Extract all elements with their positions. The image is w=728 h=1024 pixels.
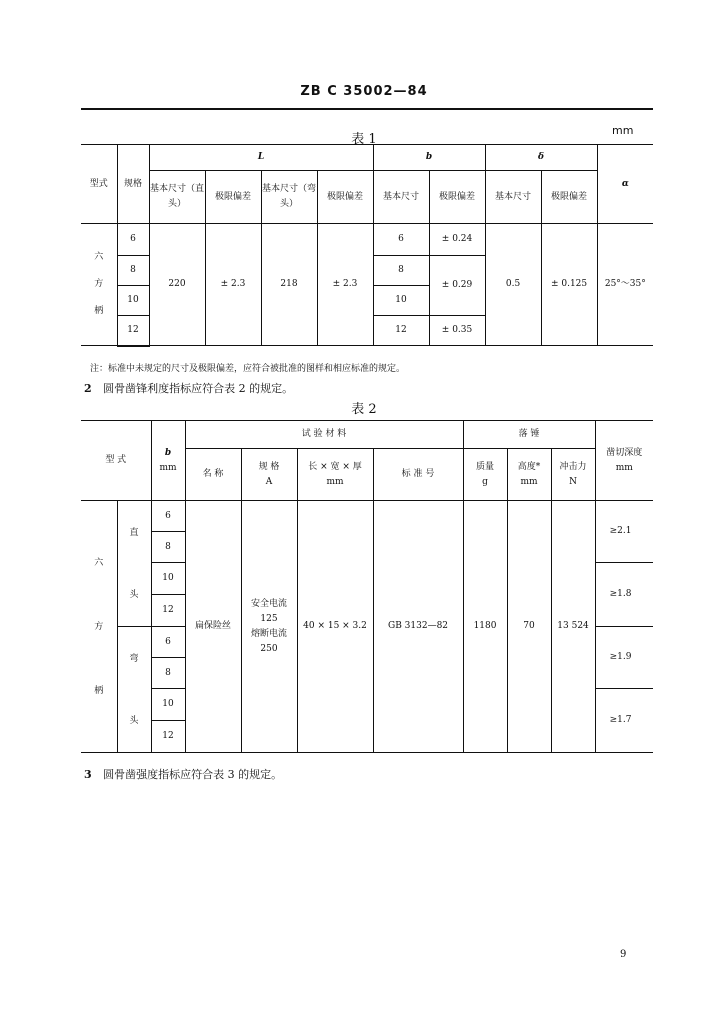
t2-bent-char-2: 头 <box>129 715 139 726</box>
t1-type-char-2: 方 <box>94 279 104 289</box>
t2-header-mass-label: 质量 <box>476 461 495 472</box>
t1-L-straight: 220 <box>149 224 205 346</box>
t2-std: GB 3132—82 <box>373 501 463 753</box>
table1-unit: mm <box>612 124 634 137</box>
t1-spec-8: 8 <box>117 256 149 286</box>
t2-header-height <box>507 449 551 501</box>
paragraph-3 <box>84 766 282 782</box>
t2-b-straight-6: 6 <box>151 501 185 532</box>
t1-header-tol-b: 极限偏差 <box>429 171 485 224</box>
t2-depth-4: ≥1.7 <box>595 689 653 753</box>
t2-depth-3: ≥1.9 <box>595 627 653 689</box>
t2-type-char-3: 柄 <box>94 685 104 696</box>
t1-type-char-3: 柄 <box>94 306 104 316</box>
paragraph-2-number: 2 <box>84 382 92 395</box>
t2-straight-cell <box>117 501 151 627</box>
t2-header-spec-unit: A <box>265 476 273 487</box>
t2-header-depth <box>595 421 653 501</box>
t2-depth-2: ≥1.8 <box>595 563 653 627</box>
t2-header-spec <box>241 449 297 501</box>
t2-b-straight-8: 8 <box>151 532 185 563</box>
t2-header-height-label: 高度* <box>517 461 541 472</box>
t1-header-tol-2: 极限偏差 <box>317 171 373 224</box>
t1-b-12: 12 <box>373 316 429 346</box>
t1-header-spec: 规格 <box>117 145 149 224</box>
t2-header-depth-unit: mm <box>615 462 633 473</box>
table2 <box>81 420 653 753</box>
t2-height: 70 <box>507 501 551 753</box>
t2-material-spec-line-4: 250 <box>260 643 278 654</box>
t2-header-depth-label: 凿切深度 <box>606 447 643 458</box>
standard-code: ZB C 35002—84 <box>300 84 428 99</box>
t2-b-bent-12: 12 <box>151 721 185 753</box>
t2-b-bent-8: 8 <box>151 658 185 689</box>
t2-header-mass-unit: g <box>482 476 488 487</box>
page-number: 9 <box>620 949 627 960</box>
t2-header-lwt <box>297 449 373 501</box>
t2-header-name: 名 称 <box>185 449 241 501</box>
t2-impact: 13 524 <box>551 501 595 753</box>
t1-b-tol-8-10: ± 0.29 <box>429 256 485 316</box>
t2-bent-char-1: 弯 <box>129 653 139 664</box>
t2-header-b <box>151 421 185 501</box>
t1-header-basic-b: 基本尺寸 <box>373 171 429 224</box>
table2-caption: 表 2 <box>351 402 377 417</box>
table1-caption: 表 1 <box>351 132 377 147</box>
t1-spec-12: 12 <box>117 316 149 346</box>
t2-type-char-1: 六 <box>94 557 104 568</box>
t2-header-impact-label: 冲击力 <box>559 461 587 472</box>
t2-type-char-2: 方 <box>94 621 104 632</box>
t2-header-b-unit: mm <box>159 462 177 473</box>
t1-spec-10: 10 <box>117 286 149 316</box>
t1-delta-tol: ± 0.125 <box>541 224 597 346</box>
t2-material-spec-line-3: 熔断电流 <box>250 628 287 639</box>
t2-header-hammer: 落 锤 <box>463 421 595 449</box>
t1-header-tol-delta: 极限偏差 <box>541 171 597 224</box>
t1-header-L: L <box>149 145 373 171</box>
t2-header-lwt-unit: mm <box>326 476 344 487</box>
t2-material-spec-line-1: 安全电流 <box>250 598 287 609</box>
t2-header-height-unit: mm <box>520 476 538 487</box>
table1 <box>81 144 653 347</box>
paragraph-3-text: 圆骨凿强度指标应符合表 3 的规定。 <box>103 768 283 781</box>
t2-material-spec-line-2: 125 <box>260 613 278 624</box>
t2-bent-cell <box>117 627 151 753</box>
t2-mass: 1180 <box>463 501 507 753</box>
t1-header-delta: δ <box>485 145 597 171</box>
t2-header-material: 试 验 材 料 <box>185 421 463 449</box>
t1-type-cell <box>81 224 117 346</box>
t1-L-bent-tol: ± 2.3 <box>317 224 373 346</box>
t1-header-tol-1: 极限偏差 <box>205 171 261 224</box>
t2-type-cell <box>81 501 117 753</box>
t2-header-mass <box>463 449 507 501</box>
t1-delta: 0.5 <box>485 224 541 346</box>
t1-alpha: 25°～35° <box>597 224 653 346</box>
t2-header-impact <box>551 449 595 501</box>
t1-header-type: 型式 <box>81 145 117 224</box>
t2-header-std: 标 准 号 <box>373 449 463 501</box>
t2-material-spec <box>241 501 297 753</box>
t2-material-name: 扁保险丝 <box>185 501 241 753</box>
paragraph-3-number: 3 <box>84 768 92 781</box>
t2-header-b-symbol: b <box>164 447 172 458</box>
table1-note: 注：标准中未规定的尺寸及极限偏差，应符合被批准的图样和相应标准的规定。 <box>90 364 406 374</box>
t1-spec-6: 6 <box>117 224 149 256</box>
t1-b-8: 8 <box>373 256 429 286</box>
t1-header-basic-bent: 基本尺寸（弯头） <box>261 171 317 224</box>
t2-header-lwt-label: 长 × 宽 × 厚 <box>308 461 362 472</box>
t1-header-alpha: α <box>597 145 653 224</box>
t1-L-bent: 218 <box>261 224 317 346</box>
t2-header-impact-unit: N <box>569 476 577 487</box>
t2-straight-char-2: 头 <box>129 589 139 600</box>
t1-b-tol-12: ± 0.35 <box>429 316 485 346</box>
t1-L-straight-tol: ± 2.3 <box>205 224 261 346</box>
t1-b-10: 10 <box>373 286 429 316</box>
t2-header-type: 型 式 <box>81 421 151 501</box>
t2-depth-1: ≥2.1 <box>595 501 653 563</box>
t2-b-straight-12: 12 <box>151 595 185 627</box>
t2-b-bent-10: 10 <box>151 689 185 721</box>
t1-b-tol-6: ± 0.24 <box>429 224 485 256</box>
t2-straight-char-1: 直 <box>129 527 139 538</box>
t1-type-char-1: 六 <box>94 252 104 262</box>
paragraph-2-text: 圆骨凿锋利度指标应符合表 2 的规定。 <box>103 382 294 395</box>
paragraph-2 <box>84 380 293 396</box>
t2-lwt: 40 × 15 × 3.2 <box>297 501 373 753</box>
t1-header-basic-straight: 基本尺寸（直头） <box>149 171 205 224</box>
t1-b-6: 6 <box>373 224 429 256</box>
t1-header-b: b <box>373 145 485 171</box>
t2-b-bent-6: 6 <box>151 627 185 658</box>
t2-b-straight-10: 10 <box>151 563 185 595</box>
header-rule <box>81 108 653 110</box>
t1-header-basic-delta: 基本尺寸 <box>485 171 541 224</box>
t2-header-spec-label: 规 格 <box>258 461 280 472</box>
